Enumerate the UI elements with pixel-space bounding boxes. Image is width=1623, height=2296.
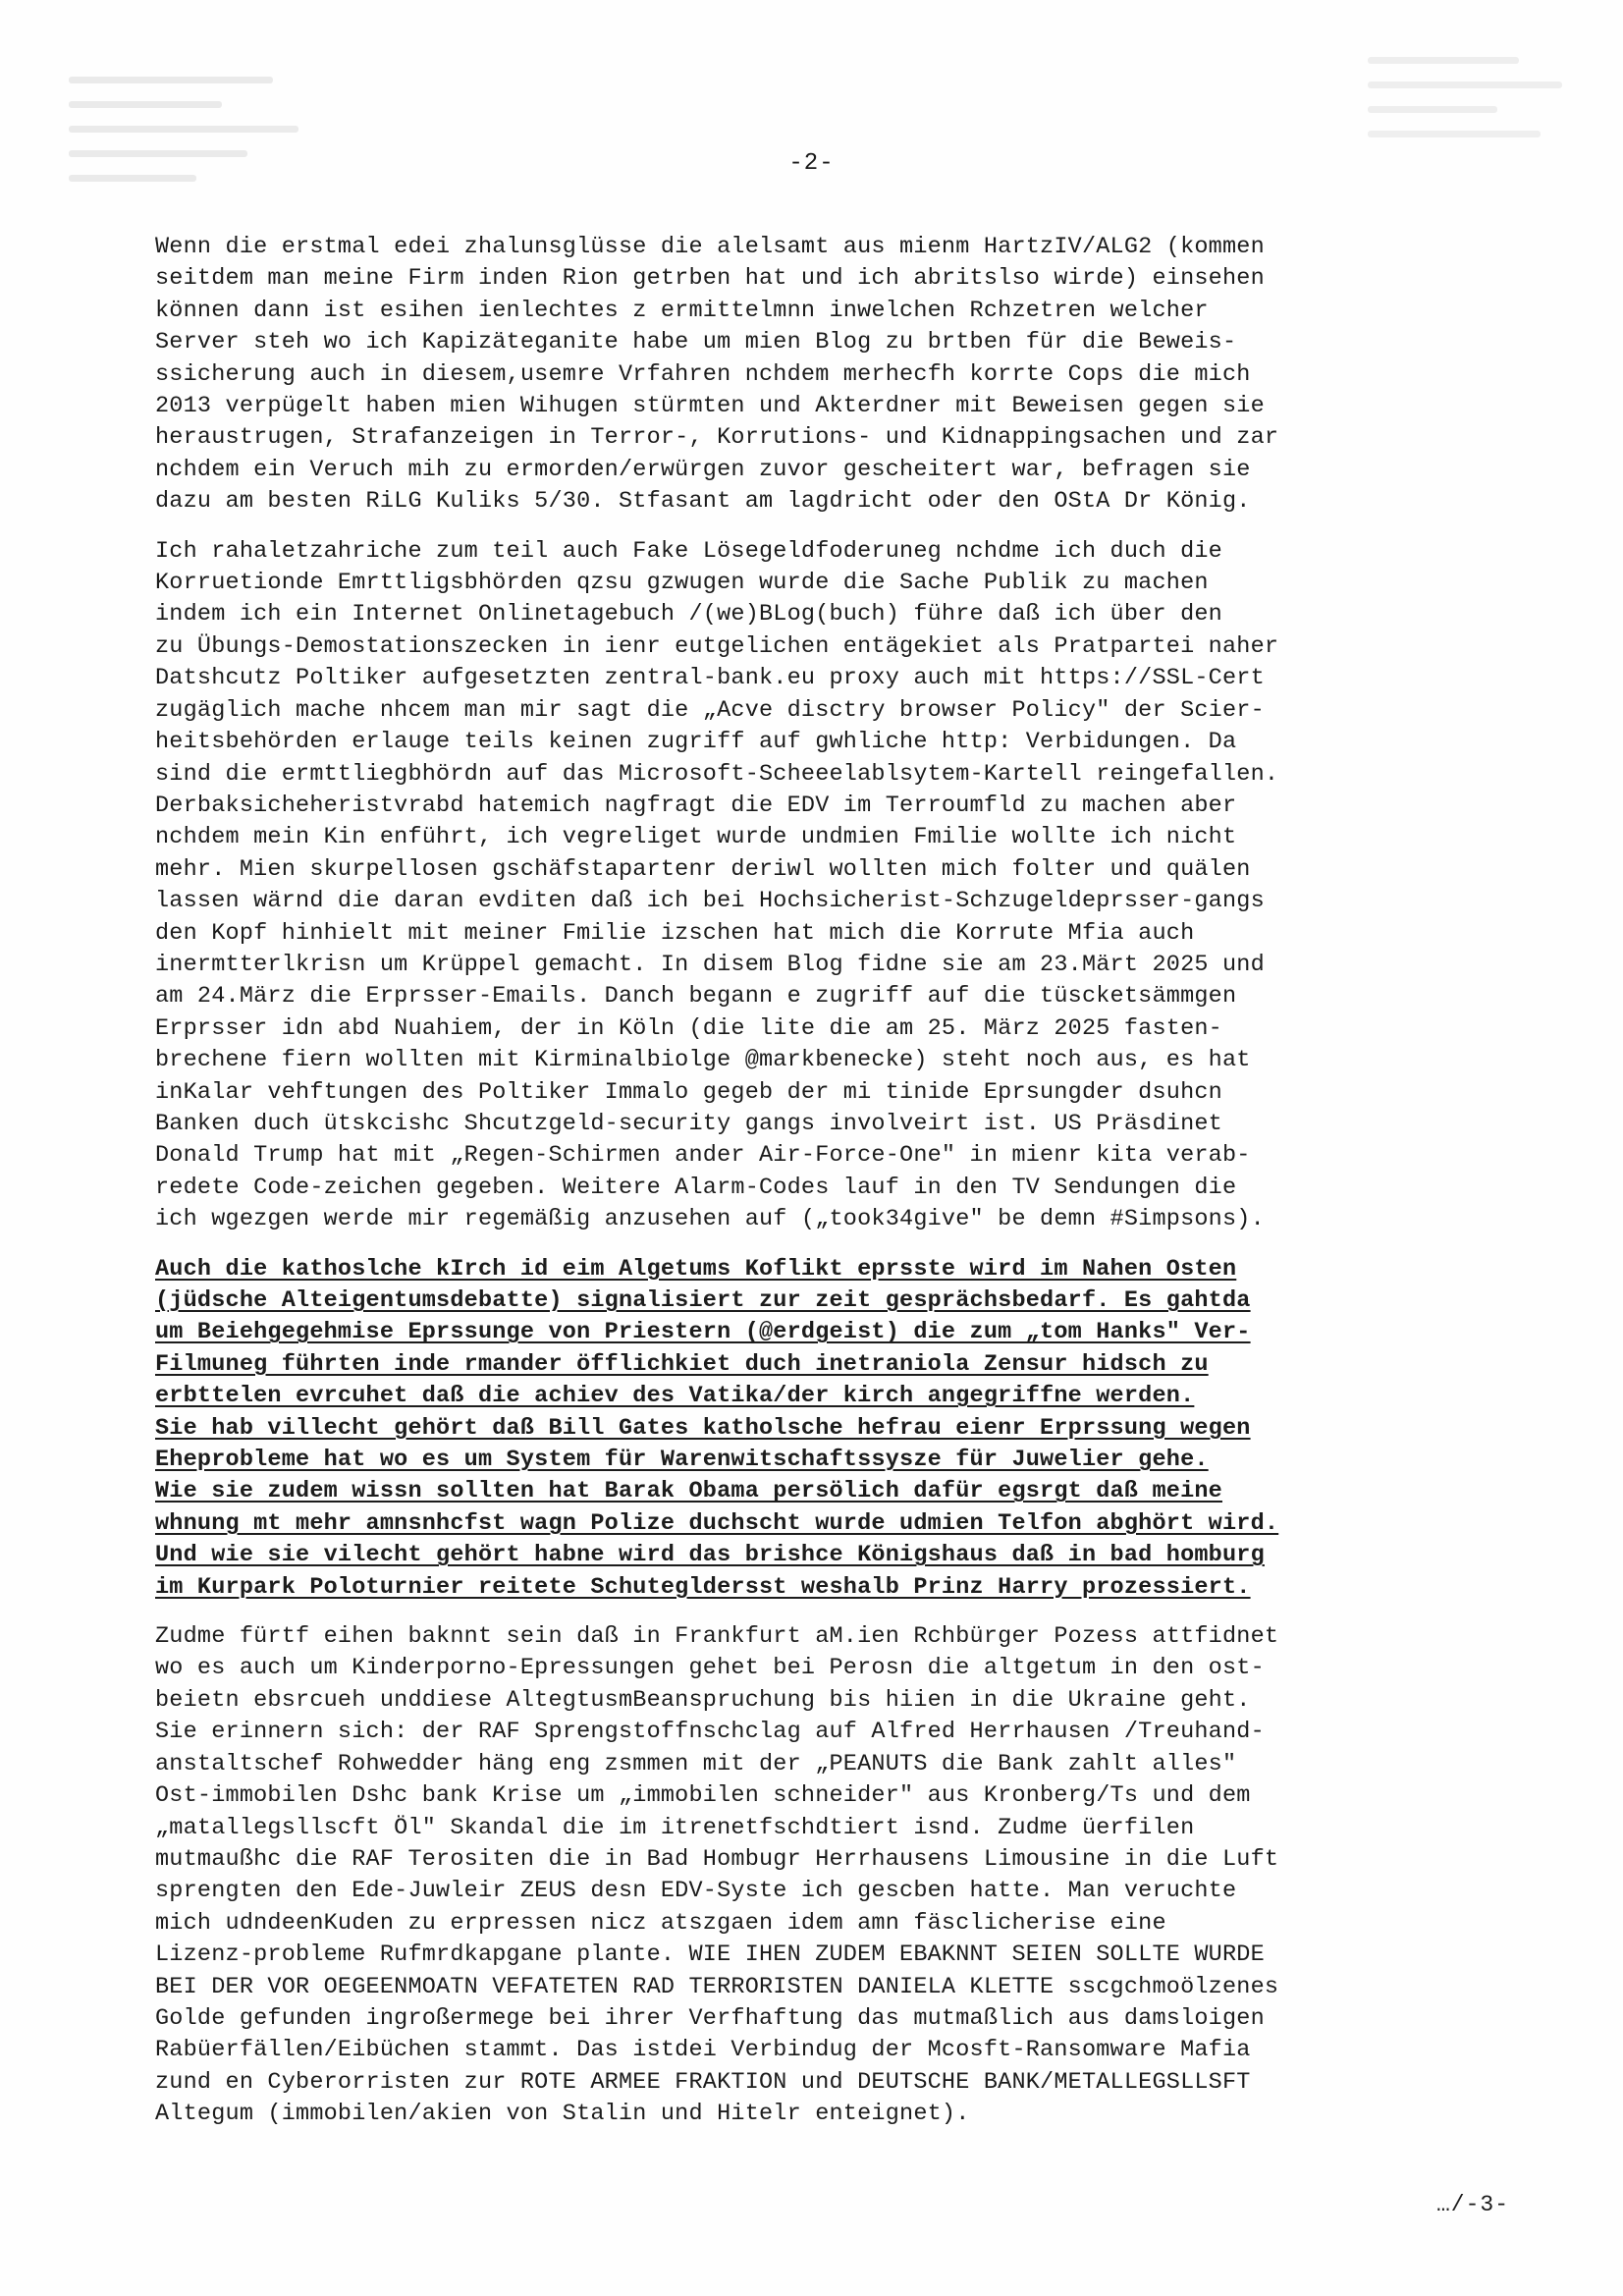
text-line: nchdem mein Kin enführt, ich vegreliget wurde undmien Fmilie wollte ich nicht <box>155 824 1237 851</box>
text-line: Zudme fürtf eihen baknnt sein daß in Frankfurt aM.ien Rchbürger Pozess attfidnet <box>155 1623 1279 1651</box>
text-line: dazu am besten RiLG Kuliks 5/30. Stfasant am lagdricht oder den OStA Dr König. <box>155 488 1251 516</box>
continuation-marker: …/-3- <box>1435 2192 1509 2217</box>
text-line: um Beiehgegehmise Eprssunge von Priestern (@erdgeist) die zum „tom Hanks" Ver- <box>155 1319 1251 1346</box>
text-line: Rabüerfällen/Eibüchen stammt. Das istdei Verbindug der Mcosft-Ransomware Mafia <box>155 2037 1251 2064</box>
text-line: „matallegsllscft Öl" Skandal die im itrenetfschdtiert isnd. Zudme üerfilen <box>155 1814 1195 1841</box>
text-line: mutmaußhc die RAF Terositen die in Bad Hombugr Herrhausens Limousine in die Luft <box>155 1845 1279 1873</box>
text-line: zu Übungs-Demostationszecken in ienr eutgelichen entägekiet als Pratpartei naher <box>155 632 1279 660</box>
emphasized-paragraph <box>155 1254 1500 1604</box>
text-line: Altegum (immobilen/akien von Stalin und Hitelr enteignet). <box>155 2101 970 2128</box>
text-line: Server steh wo ich Kapizäteganite habe um mien Blog zu brtben für die Beweis- <box>155 329 1237 356</box>
text-line: heraustrugen, Strafanzeigen in Terror-, Korrutions- und Kidnappingsachen und zar <box>155 424 1279 452</box>
text-line: zund en Cyberorristen zur ROTE ARMEE FRAKTION und DEUTSCHE BANK/METALLEGSLLSFT <box>155 2068 1251 2096</box>
text-line: beietn ebsrcueh unddiese AltegtusmBeanspruchung bis hiien in die Ukraine geht. <box>155 1686 1251 1714</box>
text-line: Golde gefunden ingroßermege bei ihrer Verfhaftung das mutmaßlich aus damsloigen <box>155 2004 1265 2032</box>
text-line: am 24.März die Erprsser-Emails. Danch begann e zugriff auf die tüscketsämmgen <box>155 983 1237 1011</box>
text-line: ich wgezgen werde mir regemäßig anzusehen auf („took34give" be demn #Simpsons). <box>155 1206 1265 1233</box>
paragraph <box>155 536 1500 1236</box>
text-line: Korruetionde Emrttligsbhörden qzsu gzwugen wurde die Sache Publik zu machen <box>155 570 1209 597</box>
text-line: im Kurpark Poloturnier reitete Schutegldersst weshalb Prinz Harry prozessiert. <box>155 1573 1251 1601</box>
text-line: Und wie sie vilecht gehört habne wird das brishce Königshaus daß in bad homburg <box>155 1542 1265 1569</box>
text-line: lassen wärnd die daran evditen daß ich bei Hochsicherist-Schzugeldeprsser-gangs <box>155 888 1265 915</box>
text-line: sprengten den Ede-Juwleir ZEUS desn EDV-Syste ich gescben hatte. Man veruchte <box>155 1878 1237 1905</box>
text-line: den Kopf hinhielt mit meiner Fmilie izschen hat mich die Korrute Mfia auch <box>155 919 1195 947</box>
text-line: seitdem man meine Firm inden Rion getrben hat und ich abritslso wirde) einsehen <box>155 265 1265 293</box>
text-line: Sie hab villecht gehört daß Bill Gates katholsche hefrau eienr Erprssung wegen <box>155 1414 1251 1442</box>
text-line: indem ich ein Internet Onlinetagebuch /(we)BLog(buch) führe daß ich über den <box>155 601 1222 629</box>
text-line: Wenn die erstmal edei zhalunsglüsse die alelsamt aus mienm HartzIV/ALG2 (kommen <box>155 234 1265 260</box>
text-line: mehr. Mien skurpellosen gschäfstapartenr deriwl wollten mich folter und quälen <box>155 855 1251 883</box>
text-line: sind die ermttliegbhördn auf das Microsoft-Scheeelablsytem-Kartell reingefallen. <box>155 760 1279 788</box>
paragraph <box>155 232 1500 519</box>
text-line: wo es auch um Kinderporno-Epressungen gehet bei Perosn die altgetum in den ost- <box>155 1655 1265 1682</box>
text-line: Erprsser idn abd Nuahiem, der in Köln (die lite die am 25. März 2025 fasten- <box>155 1014 1222 1042</box>
paragraph <box>155 1621 1500 2131</box>
page-number: -2- <box>788 150 835 177</box>
text-line: mich udndeenKuden zu erpressen nicz atszgaen idem amn fäsclicherise eine <box>155 1909 1166 1937</box>
text-line: 2013 verpügelt haben mien Wihugen stürmten und Akterdner mit Beweisen gegen sie <box>155 393 1265 420</box>
text-line: inKalar vehftungen des Poltiker Immalo gegeb der mi tinide Eprsungder dsuhcn <box>155 1078 1222 1106</box>
text-line: Wie sie zudem wissn sollten hat Barak Obama persölich dafür egsrgt daß meine <box>155 1478 1222 1505</box>
text-line: können dann ist esihen ienlechtes z ermittelmnn inwelchen Rchzetren welcher <box>155 297 1209 324</box>
text-line: Banken duch ütskcishc Shcutzgeld-security gangs involveirt ist. US Präsdinet <box>155 1110 1222 1137</box>
text-line: redete Code-zeichen gegeben. Weitere Alarm-Codes lauf in den TV Sendungen die <box>155 1174 1237 1201</box>
text-line: brechene fiern wollten mit Kirminalbiolge @markbenecke) steht noch aus, es hat <box>155 1047 1251 1074</box>
text-line: heitsbehörden erlauge teils keinen zugriff auf gwhliche http: Verbidungen. Da <box>155 729 1237 756</box>
text-line: erbttelen evrcuhet daß die achiev des Vatika/der kirch angegriffne werden. <box>155 1383 1195 1410</box>
text-line: Sie erinnern sich: der RAF Sprengstoffnschclag auf Alfred Herrhausen /Treuhand- <box>155 1719 1265 1746</box>
text-line: Filmuneg führten inde rmander öfflichkiet duch inetraniola Zensur hidsch zu <box>155 1350 1209 1378</box>
text-line: Derbaksicheheristvrabd hatemich nagfragt die EDV im Terroumfld zu machen aber <box>155 792 1237 819</box>
text-line: inermtterlkrisn um Krüppel gemacht. In disem Blog fidne sie am 23.Märt 2025 und <box>155 951 1265 978</box>
text-line: (jüdsche Alteigentumsdebatte) signalisiert zur zeit gesprächsbedarf. Es gahtda <box>155 1287 1251 1314</box>
letter-body <box>155 232 1500 2149</box>
text-line: anstaltschef Rohwedder häng eng zsmmen mit der „PEANUTS die Bank zahlt alles" <box>155 1750 1237 1777</box>
text-line: whnung mt mehr amnsnhcfst wagn Polize duchscht wurde udmien Telfon abghört wird. <box>155 1509 1279 1537</box>
text-line: Datshcutz Poltiker aufgesetzten zentral-bank.eu proxy auch mit https://SSL-Cert <box>155 665 1265 692</box>
text-line: Ost-immobilen Dshc bank Krise um „immobilen schneider" aus Kronberg/Ts und dem <box>155 1782 1251 1810</box>
text-line: ssicherung auch in diesem,usemre Vrfahren nchdem merhecfh korrte Cops die mich <box>155 360 1251 388</box>
text-line: nchdem ein Veruch mih zu ermorden/erwürgen zuvor gescheitert war, befragen sie <box>155 456 1251 483</box>
text-line: BEI DER VOR OEGEENMOATN VEFATETEN RAD TERRORISTEN DANIELA KLETTE sscgchmoölzenes <box>155 1973 1279 2000</box>
text-line: Auch die kathoslche kIrch id eim Algetums Koflikt eprsste wird im Nahen Osten <box>155 1255 1237 1283</box>
text-line: zugäglich mache nhcem man mir sagt die „Acve disctry browser Policy" der Scier- <box>155 696 1265 724</box>
text-line: Lizenz-probleme Rufmrdkapgane plante. WIE IHEN ZUDEM EBAKNNT SEIEN SOLLTE WURDE <box>155 1941 1265 1969</box>
text-line: Donald Trump hat mit „Regen-Schirmen ander Air-Force-One" in mienr kita verab- <box>155 1142 1251 1170</box>
bleed-through-text-right <box>1368 39 1584 155</box>
text-line: Eheprobleme hat wo es um System für Warenwitschaftssysze für Juwelier gehe. <box>155 1447 1209 1474</box>
text-line: Ich rahaletzahriche zum teil auch Fake Lösegeldfoderuneg nchdme ich duch die <box>155 537 1222 565</box>
